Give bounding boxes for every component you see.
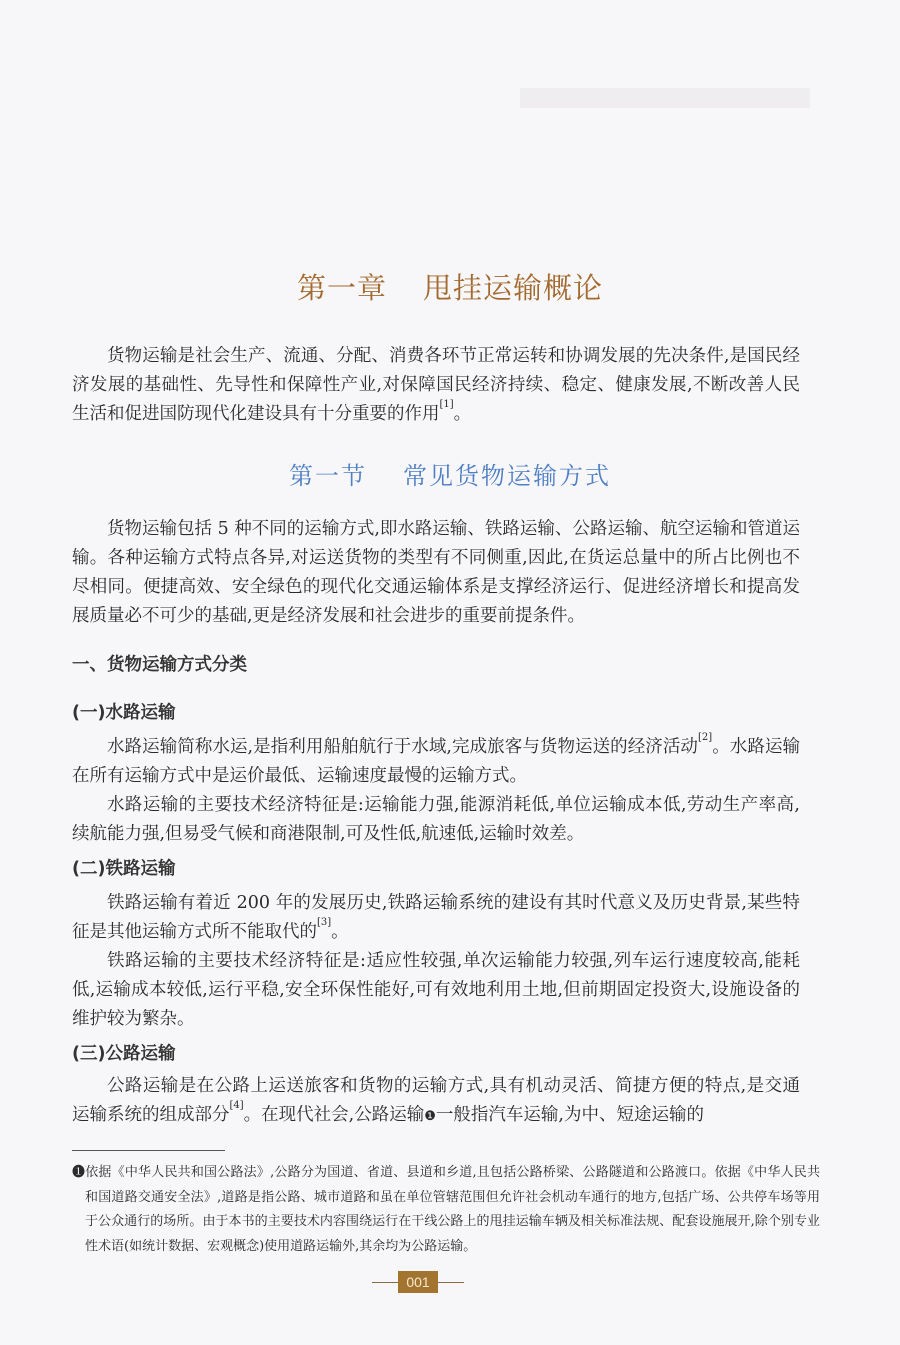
heading-1: 一、货物运输方式分类 <box>72 655 247 675</box>
water-paragraph-2: 水路运输的主要技术经济特征是:运输能力强,能源消耗低,单位运输成本低,劳动生产率高,续航能力强,但易受气候和商港限制,可及性低,航速低,运输时效差。 <box>72 795 800 844</box>
page-number-box: 001 <box>398 1271 438 1293</box>
footnote-divider <box>72 1150 225 1151</box>
citation: [3] <box>317 917 332 928</box>
section-intro-paragraph: 货物运输包括 5 种不同的运输方式,即水路运输、铁路运输、公路运输、航空运输和管道运输。各种运输方式特点各异,对运送货物的类型有不同侧重,因此,在货运总量中的所占比例也不尽相同。便捷高效、安全绿色的现代化交通运输体系是支撑经济运行、促进经济增长和提高发展质量必不可少的基础,更是经济发展和社会进步的重要前提条件。 <box>72 519 800 626</box>
bleed-through-header <box>520 88 810 108</box>
rail-paragraph-1 <box>72 889 800 947</box>
footnote: ❶依据《中华人民共和国公路法》,公路分为国道、省道、县道和乡道,且包括公路桥梁、公路隧道和公路渡口。依据《中华人民共和国道路交通安全法》,道路是指公路、城市道路和虽在单位管辖范围但允许社会机动车通行的地方,包括广场、公共停车场等用于公众通行的场所。由于本书的主要技术内容围绕运行在干线公路上的甩挂运输车辆及相关标准法规、配套设施展开,除个别专业性术语(如统计数据、宏观概念)使用道路运输外,其余均为公路运输。 <box>72 1165 820 1254</box>
chapter-name: 甩挂运输概论 <box>423 271 604 305</box>
footnote-marker: ❶ <box>424 1109 436 1124</box>
intro-paragraph <box>72 342 800 429</box>
chapter-number: 第一章 <box>296 271 387 305</box>
text: 。在现代社会,公路运输 <box>243 1105 425 1125</box>
citation: [4] <box>229 1100 244 1111</box>
chapter-title <box>0 266 900 307</box>
heading-rail: (二)铁路运输 <box>72 859 176 879</box>
text: 货物运输是社会生产、流通、分配、消费各环节正常运转和协调发展的先决条件,是国民经济发展的基础性、先导性和保障性产业,对保障国民经济持续、稳定、健康发展,不断改善人民生活和促进国防现代化建设具有十分重要的作用 <box>72 346 800 424</box>
text: 水路运输简称水运,是指利用船舶航行于水域,完成旅客与货物运送的经济活动 <box>107 737 698 757</box>
text: 公路运输是在公路上运送旅客和货物的运输方式,具有机动灵活、简捷方便的特点,是交通运输系统的组成部分 <box>72 1076 800 1125</box>
road-paragraph-1 <box>72 1072 800 1131</box>
page-number <box>372 1271 464 1293</box>
text: 。 <box>453 404 472 424</box>
citation: [1] <box>439 399 454 410</box>
heading-water: (一)水路运输 <box>72 703 176 723</box>
section-number: 第一节 <box>289 462 367 490</box>
section-name: 常见货物运输方式 <box>403 462 611 490</box>
section-title <box>0 456 900 491</box>
water-paragraph-1 <box>72 733 800 791</box>
rail-paragraph-2: 铁路运输的主要技术经济特征是:适应性较强,单次运输能力较强,列车运行速度较高,能耗低,运输成本较低,运行平稳,安全环保性能好,可有效地利用土地,但前期固定投资大,设施设备的维护较为繁杂。 <box>72 951 800 1029</box>
heading-road: (三)公路运输 <box>72 1044 176 1064</box>
text: 铁路运输有着近 200 年的发展历史,铁路运输系统的建设有其时代意义及历史背景,某些特征是其他运输方式所不能取代的 <box>72 893 800 942</box>
text: 。 <box>331 922 349 942</box>
text: 一般指汽车运输,为中、短途运输的 <box>435 1105 704 1125</box>
citation: [2] <box>698 732 713 743</box>
text: 。水路运输在所有运输方式中是运价最低、运输速度最慢的运输方式。 <box>72 737 801 786</box>
